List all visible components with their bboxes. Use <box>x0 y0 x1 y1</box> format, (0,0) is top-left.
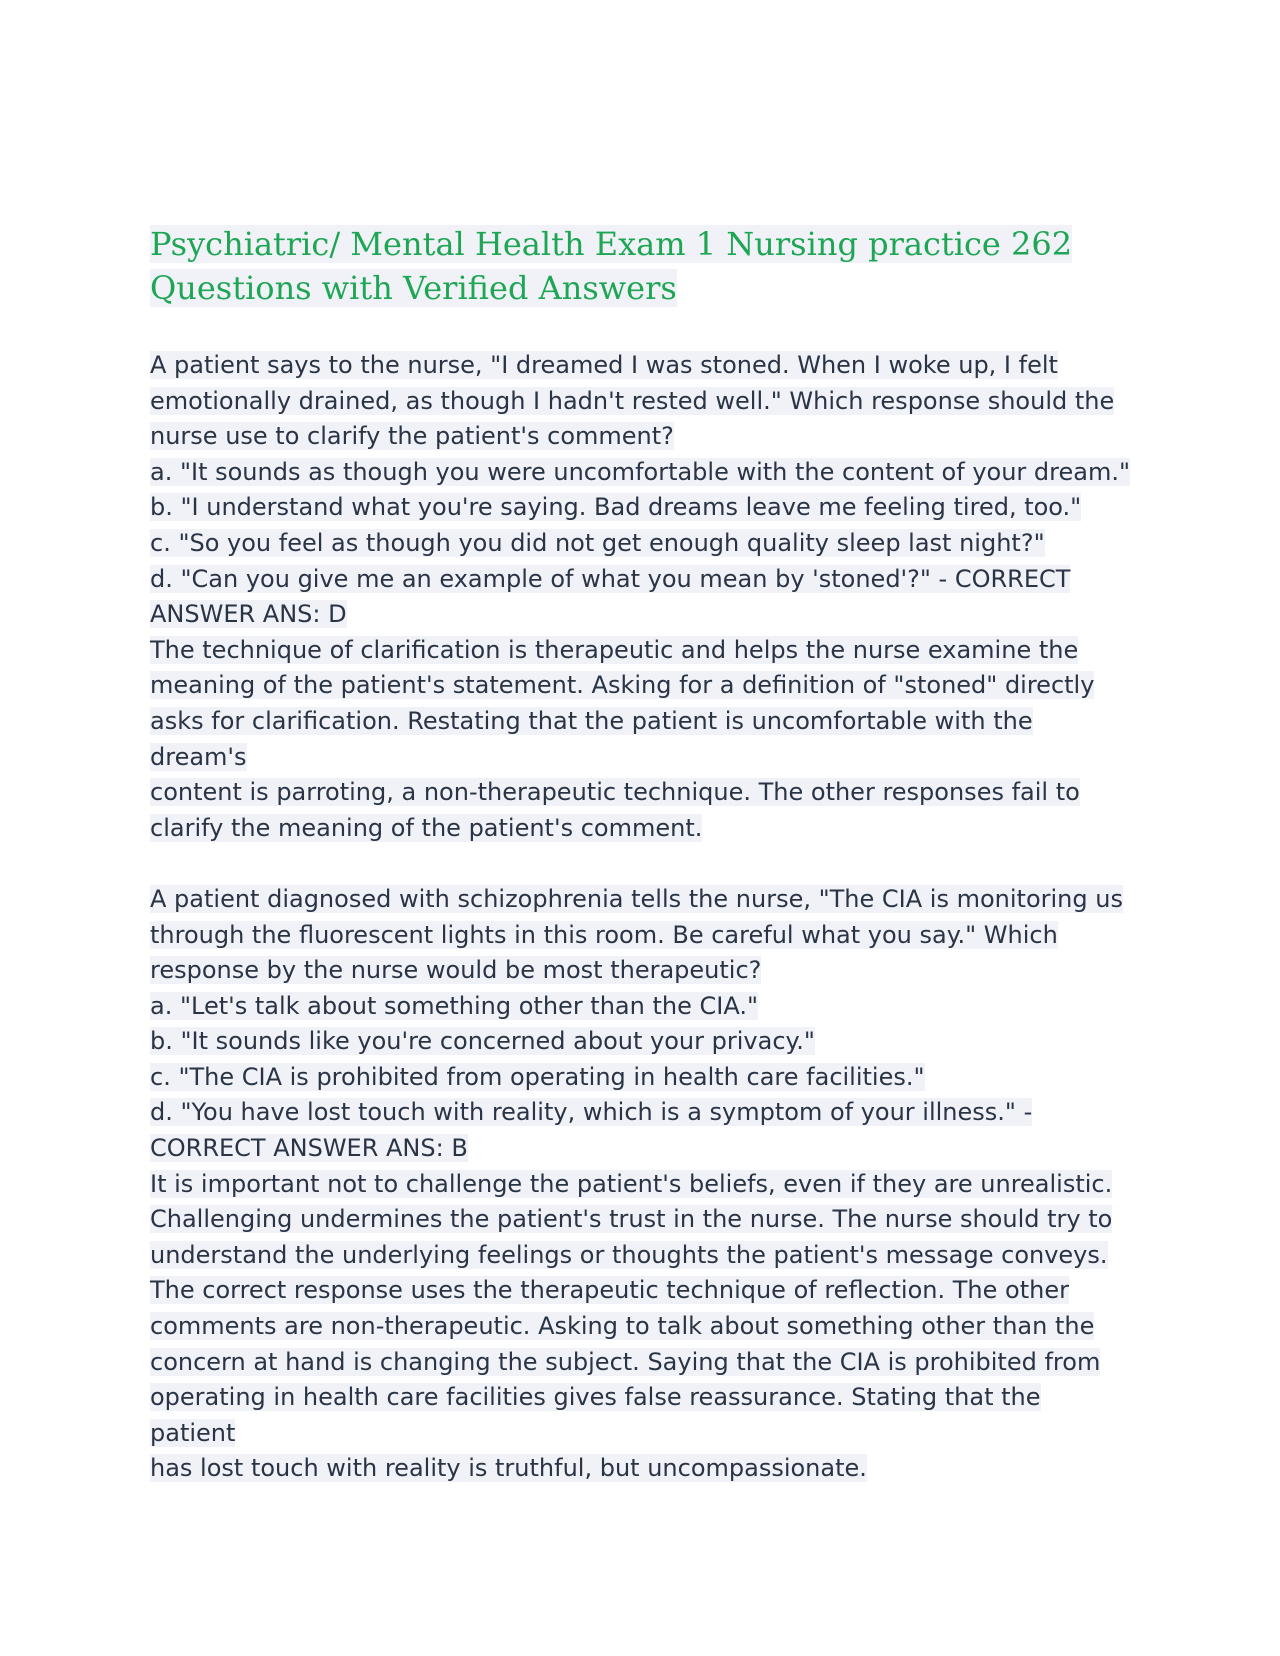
rationale-line: It is important not to challenge the patient's beliefs, even if they are unrealistic. <box>150 1169 1113 1198</box>
title-line: Questions with Verified Answers <box>150 269 677 307</box>
answer-option-a: a. "Let's talk about something other than the CIA." <box>150 991 758 1020</box>
question-stem-line: response by the nurse would be most therapeutic? <box>150 956 762 985</box>
document-page <box>150 222 1130 1487</box>
question-stem-line: through the fluorescent lights in this room. Be careful what you say." Which <box>150 920 1058 949</box>
rationale-line: comments are non-therapeutic. Asking to talk about something other than the <box>150 1312 1095 1341</box>
questions-content <box>150 348 1130 1487</box>
answer-option-d-correct: d. "Can you give me an example of what you mean by 'stoned'?" - CORRECT <box>150 564 1071 593</box>
answer-option-b: b. "It sounds like you're concerned about your privacy." <box>150 1027 815 1056</box>
rationale-line: clarify the meaning of the patient's comment. <box>150 813 703 842</box>
rationale-line: operating in health care facilities gives false reassurance. Stating that the patient <box>150 1383 1041 1447</box>
question-stem-line: nurse use to clarify the patient's comment? <box>150 422 674 451</box>
question-stem-line: A patient diagnosed with schizophrenia tells the nurse, "The CIA is monitoring us <box>150 884 1123 913</box>
rationale-line: meaning of the patient's statement. Asking for a definition of "stoned" directly <box>150 671 1095 700</box>
rationale-line: The technique of clarification is therapeutic and helps the nurse examine the <box>150 635 1079 664</box>
answer-option-a: a. "It sounds as though you were uncomfortable with the content of your dream." <box>150 457 1131 486</box>
correct-answer-line: CORRECT ANSWER ANS: B <box>150 1134 468 1163</box>
question-stem-line: emotionally drained, as though I hadn't rested well." Which response should the <box>150 386 1115 415</box>
rationale-line: understand the underlying feelings or thoughts the patient's message conveys. <box>150 1240 1108 1269</box>
rationale-line: asks for clarification. Restating that the patient is uncomfortable with the dream's <box>150 706 1033 771</box>
rationale-line: content is parroting, a non-therapeutic technique. The other responses fail to <box>150 778 1080 807</box>
answer-option-b: b. "I understand what you're saying. Bad dreams leave me feeling tired, too." <box>150 493 1082 522</box>
answer-option-c: c. "So you feel as though you did not get enough quality sleep last night?" <box>150 528 1045 557</box>
rationale-line: Challenging undermines the patient's trust in the nurse. The nurse should try to <box>150 1205 1113 1234</box>
answer-option-d: d. "You have lost touch with reality, which is a symptom of your illness." - <box>150 1098 1033 1127</box>
question-2 <box>150 882 1130 1487</box>
question-stem-line: A patient says to the nurse, "I dreamed I was stoned. When I woke up, I felt <box>150 351 1058 379</box>
answer-option-c: c. "The CIA is prohibited from operating in health care facilities." <box>150 1062 925 1091</box>
rationale-line: has lost touch with reality is truthful, but uncompassionate. <box>150 1454 867 1483</box>
document-title <box>150 222 1130 310</box>
question-1 <box>150 348 1130 846</box>
title-line: Psychiatric/ Mental Health Exam 1 Nursing practice 262 <box>150 225 1073 263</box>
rationale-line: concern at hand is changing the subject. Saying that the CIA is prohibited from <box>150 1347 1101 1376</box>
rationale-line: The correct response uses the therapeutic technique of reflection. The other <box>150 1276 1069 1305</box>
correct-answer-line: ANSWER ANS: D <box>150 600 347 629</box>
